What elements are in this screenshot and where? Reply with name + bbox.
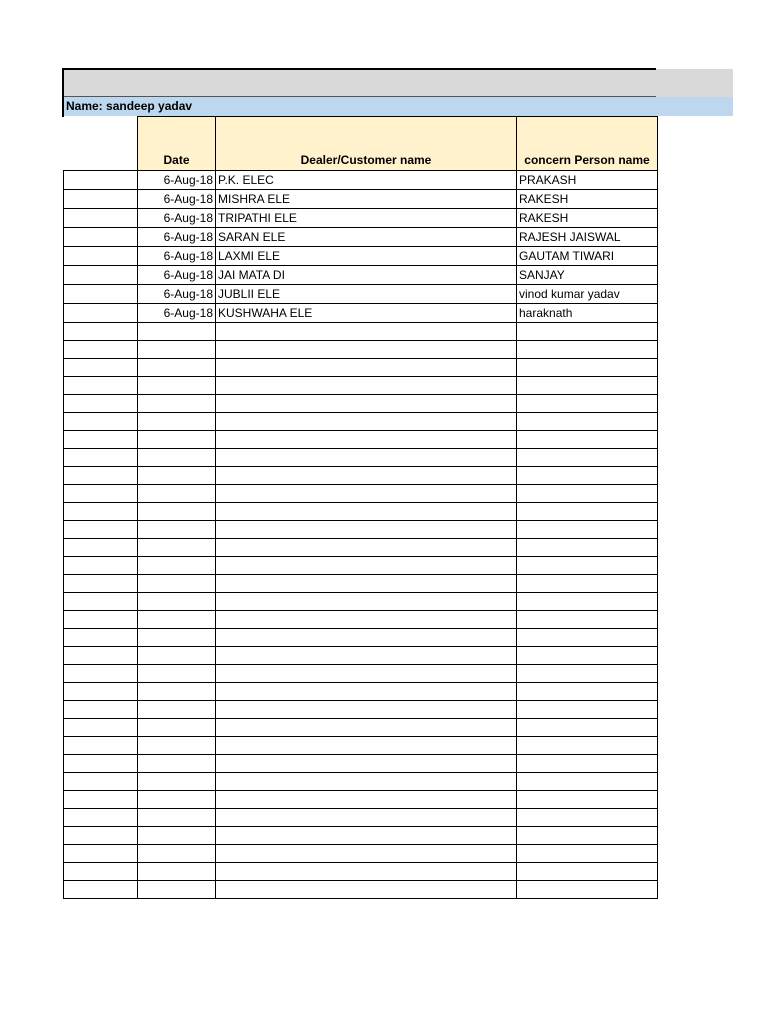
row-index-cell[interactable] xyxy=(64,304,138,323)
border-line xyxy=(62,68,64,117)
dealer-name-cell[interactable]: JUBLII ELE xyxy=(216,285,517,304)
empty-table-row xyxy=(64,449,658,467)
empty-cell[interactable] xyxy=(138,503,216,521)
empty-cell[interactable] xyxy=(138,773,216,791)
dealer-name-cell[interactable]: LAXMI ELE xyxy=(216,247,517,266)
empty-table-row xyxy=(64,863,658,881)
empty-cell[interactable] xyxy=(517,503,658,521)
empty-cell[interactable] xyxy=(216,863,517,881)
empty-cell[interactable] xyxy=(64,665,138,683)
row-index-cell[interactable] xyxy=(64,228,138,247)
empty-cell[interactable] xyxy=(64,629,138,647)
empty-cell[interactable] xyxy=(216,809,517,827)
dealer-name-cell[interactable]: P.K. ELEC xyxy=(216,171,517,190)
empty-cell[interactable] xyxy=(64,701,138,719)
empty-cell[interactable] xyxy=(517,881,658,899)
empty-cell[interactable] xyxy=(138,395,216,413)
empty-cell[interactable] xyxy=(138,701,216,719)
empty-cell[interactable] xyxy=(517,719,658,737)
empty-cell[interactable] xyxy=(216,485,517,503)
row-index-cell[interactable] xyxy=(64,266,138,285)
empty-table-row xyxy=(64,377,658,395)
empty-cell[interactable] xyxy=(216,359,517,377)
empty-cell[interactable] xyxy=(64,521,138,539)
empty-cell[interactable] xyxy=(64,575,138,593)
empty-cell[interactable] xyxy=(64,719,138,737)
empty-cell[interactable] xyxy=(64,323,138,341)
empty-table-row xyxy=(64,773,658,791)
empty-table-row xyxy=(64,791,658,809)
empty-cell[interactable] xyxy=(138,809,216,827)
empty-cell[interactable] xyxy=(64,737,138,755)
empty-cell[interactable] xyxy=(216,377,517,395)
empty-table-row xyxy=(64,413,658,431)
empty-cell[interactable] xyxy=(138,719,216,737)
empty-cell[interactable] xyxy=(517,431,658,449)
empty-cell[interactable] xyxy=(517,377,658,395)
table-row xyxy=(64,209,658,228)
empty-cell[interactable] xyxy=(517,449,658,467)
empty-cell[interactable] xyxy=(64,467,138,485)
empty-cell[interactable] xyxy=(216,575,517,593)
date-cell[interactable]: 6-Aug-18 xyxy=(138,266,216,285)
empty-cell[interactable] xyxy=(64,431,138,449)
empty-cell[interactable] xyxy=(216,737,517,755)
empty-table-row xyxy=(64,665,658,683)
empty-table-row xyxy=(64,701,658,719)
empty-cell[interactable] xyxy=(138,485,216,503)
empty-cell[interactable] xyxy=(216,827,517,845)
empty-cell[interactable] xyxy=(64,683,138,701)
empty-cell[interactable] xyxy=(216,431,517,449)
empty-cell[interactable] xyxy=(517,755,658,773)
empty-cell[interactable] xyxy=(64,755,138,773)
table-row xyxy=(64,247,658,266)
row-index-cell[interactable] xyxy=(64,285,138,304)
concern-person-cell[interactable]: PRAKASH xyxy=(517,171,658,190)
empty-cell[interactable] xyxy=(138,467,216,485)
empty-cell[interactable] xyxy=(517,467,658,485)
empty-cell[interactable] xyxy=(138,377,216,395)
empty-cell[interactable] xyxy=(64,485,138,503)
empty-cell[interactable] xyxy=(216,773,517,791)
visit-log-table xyxy=(63,116,658,899)
empty-table-row xyxy=(64,845,658,863)
empty-cell[interactable] xyxy=(517,809,658,827)
empty-cell[interactable] xyxy=(216,701,517,719)
empty-cell[interactable] xyxy=(64,539,138,557)
empty-cell[interactable] xyxy=(64,557,138,575)
empty-cell[interactable] xyxy=(216,593,517,611)
header-concern-person: concern Person name xyxy=(517,117,658,171)
empty-table-row xyxy=(64,539,658,557)
empty-cell[interactable] xyxy=(138,845,216,863)
table-row xyxy=(64,285,658,304)
empty-cell[interactable] xyxy=(138,827,216,845)
empty-cell[interactable] xyxy=(216,395,517,413)
empty-cell[interactable] xyxy=(216,881,517,899)
empty-cell[interactable] xyxy=(216,323,517,341)
empty-cell[interactable] xyxy=(216,449,517,467)
empty-cell[interactable] xyxy=(216,611,517,629)
header-row xyxy=(64,117,658,171)
empty-table-row xyxy=(64,809,658,827)
empty-table-row xyxy=(64,755,658,773)
empty-cell[interactable] xyxy=(138,431,216,449)
empty-cell[interactable] xyxy=(216,467,517,485)
empty-table-row xyxy=(64,593,658,611)
empty-table-row xyxy=(64,395,658,413)
table-row xyxy=(64,266,658,285)
empty-cell[interactable] xyxy=(138,863,216,881)
empty-cell[interactable] xyxy=(517,359,658,377)
empty-cell[interactable] xyxy=(517,593,658,611)
empty-table-row xyxy=(64,827,658,845)
empty-cell[interactable] xyxy=(216,503,517,521)
row-index-cell[interactable] xyxy=(64,190,138,209)
empty-cell[interactable] xyxy=(517,575,658,593)
employee-name-label: Name: sandeep yadav xyxy=(66,99,193,113)
date-cell[interactable]: 6-Aug-18 xyxy=(138,171,216,190)
empty-cell[interactable] xyxy=(517,773,658,791)
empty-cell[interactable] xyxy=(64,413,138,431)
empty-cell[interactable] xyxy=(138,575,216,593)
empty-cell[interactable] xyxy=(64,827,138,845)
empty-cell[interactable] xyxy=(216,791,517,809)
empty-table-row xyxy=(64,647,658,665)
empty-cell[interactable] xyxy=(64,647,138,665)
concern-person-cell[interactable]: RAKESH xyxy=(517,190,658,209)
empty-table-row xyxy=(64,881,658,899)
empty-cell[interactable] xyxy=(517,845,658,863)
empty-cell[interactable] xyxy=(138,359,216,377)
empty-cell[interactable] xyxy=(216,521,517,539)
empty-cell[interactable] xyxy=(517,521,658,539)
empty-table-row xyxy=(64,719,658,737)
concern-person-cell[interactable]: RAJESH JAISWAL xyxy=(517,228,658,247)
header-dealer-name: Dealer/Customer name xyxy=(216,117,517,171)
empty-cell[interactable] xyxy=(64,845,138,863)
empty-table-row xyxy=(64,611,658,629)
empty-cell[interactable] xyxy=(216,665,517,683)
concern-person-cell[interactable]: GAUTAM TIWARI xyxy=(517,247,658,266)
empty-cell[interactable] xyxy=(517,539,658,557)
empty-cell[interactable] xyxy=(517,485,658,503)
empty-cell[interactable] xyxy=(64,611,138,629)
empty-table-row xyxy=(64,431,658,449)
empty-table-row xyxy=(64,629,658,647)
concern-person-cell[interactable]: haraknath xyxy=(517,304,658,323)
empty-cell[interactable] xyxy=(517,683,658,701)
empty-cell[interactable] xyxy=(138,539,216,557)
table-row xyxy=(64,171,658,190)
empty-cell[interactable] xyxy=(517,629,658,647)
dealer-name-cell[interactable]: TRIPATHI ELE xyxy=(216,209,517,228)
concern-person-cell[interactable]: RAKESH xyxy=(517,209,658,228)
empty-cell[interactable] xyxy=(216,413,517,431)
empty-table-row xyxy=(64,359,658,377)
row-index-cell[interactable] xyxy=(64,171,138,190)
empty-cell[interactable] xyxy=(216,719,517,737)
empty-cell[interactable] xyxy=(138,665,216,683)
table-body xyxy=(64,171,658,899)
border-line xyxy=(62,68,656,70)
table-row xyxy=(64,228,658,247)
empty-cell[interactable] xyxy=(138,755,216,773)
empty-cell[interactable] xyxy=(138,683,216,701)
date-cell[interactable]: 6-Aug-18 xyxy=(138,285,216,304)
empty-cell[interactable] xyxy=(216,647,517,665)
empty-cell[interactable] xyxy=(517,413,658,431)
table-row xyxy=(64,304,658,323)
date-cell[interactable]: 6-Aug-18 xyxy=(138,304,216,323)
date-cell[interactable]: 6-Aug-18 xyxy=(138,247,216,266)
empty-cell[interactable] xyxy=(216,539,517,557)
empty-cell[interactable] xyxy=(517,701,658,719)
empty-table-row xyxy=(64,683,658,701)
empty-table-row xyxy=(64,341,658,359)
empty-cell[interactable] xyxy=(64,791,138,809)
empty-cell[interactable] xyxy=(138,341,216,359)
empty-cell[interactable] xyxy=(138,593,216,611)
empty-cell[interactable] xyxy=(517,665,658,683)
empty-cell[interactable] xyxy=(216,755,517,773)
empty-cell[interactable] xyxy=(138,791,216,809)
empty-cell[interactable] xyxy=(64,809,138,827)
empty-table-row xyxy=(64,323,658,341)
empty-cell[interactable] xyxy=(138,611,216,629)
header-date: Date xyxy=(138,117,216,171)
empty-cell[interactable] xyxy=(517,647,658,665)
empty-cell[interactable] xyxy=(517,395,658,413)
empty-cell[interactable] xyxy=(216,557,517,575)
date-cell[interactable]: 6-Aug-18 xyxy=(138,190,216,209)
row-index-cell[interactable] xyxy=(64,209,138,228)
concern-person-cell[interactable]: vinod kumar yadav xyxy=(517,285,658,304)
empty-cell[interactable] xyxy=(138,647,216,665)
empty-cell[interactable] xyxy=(64,377,138,395)
empty-table-row xyxy=(64,557,658,575)
empty-cell[interactable] xyxy=(64,593,138,611)
empty-cell[interactable] xyxy=(517,557,658,575)
empty-table-row xyxy=(64,485,658,503)
dealer-name-cell[interactable]: SARAN ELE xyxy=(216,228,517,247)
empty-cell[interactable] xyxy=(138,449,216,467)
empty-cell[interactable] xyxy=(138,629,216,647)
empty-cell[interactable] xyxy=(138,413,216,431)
empty-cell[interactable] xyxy=(138,323,216,341)
empty-cell[interactable] xyxy=(138,557,216,575)
dealer-name-cell[interactable]: KUSHWAHA ELE xyxy=(216,304,517,323)
empty-cell[interactable] xyxy=(517,827,658,845)
empty-cell[interactable] xyxy=(216,341,517,359)
empty-cell[interactable] xyxy=(517,323,658,341)
empty-cell[interactable] xyxy=(138,881,216,899)
empty-cell[interactable] xyxy=(64,359,138,377)
empty-cell[interactable] xyxy=(517,737,658,755)
empty-table-row xyxy=(64,503,658,521)
concern-person-cell[interactable]: SANJAY xyxy=(517,266,658,285)
table-row xyxy=(64,190,658,209)
header-blank-cell xyxy=(64,117,138,171)
empty-cell[interactable] xyxy=(64,863,138,881)
date-cell[interactable]: 6-Aug-18 xyxy=(138,228,216,247)
border-line xyxy=(62,96,656,97)
empty-table-row xyxy=(64,467,658,485)
empty-cell[interactable] xyxy=(216,845,517,863)
empty-cell[interactable] xyxy=(64,881,138,899)
empty-cell[interactable] xyxy=(517,341,658,359)
row-index-cell[interactable] xyxy=(64,247,138,266)
dealer-name-cell[interactable]: JAI MATA DI xyxy=(216,266,517,285)
empty-cell[interactable] xyxy=(64,773,138,791)
empty-table-row xyxy=(64,521,658,539)
empty-table-row xyxy=(64,737,658,755)
empty-cell[interactable] xyxy=(216,629,517,647)
empty-cell[interactable] xyxy=(64,503,138,521)
empty-cell[interactable] xyxy=(64,341,138,359)
empty-cell[interactable] xyxy=(64,395,138,413)
date-cell[interactable]: 6-Aug-18 xyxy=(138,209,216,228)
empty-cell[interactable] xyxy=(517,611,658,629)
empty-cell[interactable] xyxy=(517,863,658,881)
empty-cell[interactable] xyxy=(138,521,216,539)
dealer-name-cell[interactable]: MISHRA ELE xyxy=(216,190,517,209)
empty-cell[interactable] xyxy=(517,791,658,809)
empty-cell[interactable] xyxy=(216,683,517,701)
title-band xyxy=(62,69,733,97)
empty-cell[interactable] xyxy=(64,449,138,467)
empty-cell[interactable] xyxy=(138,737,216,755)
empty-table-row xyxy=(64,575,658,593)
